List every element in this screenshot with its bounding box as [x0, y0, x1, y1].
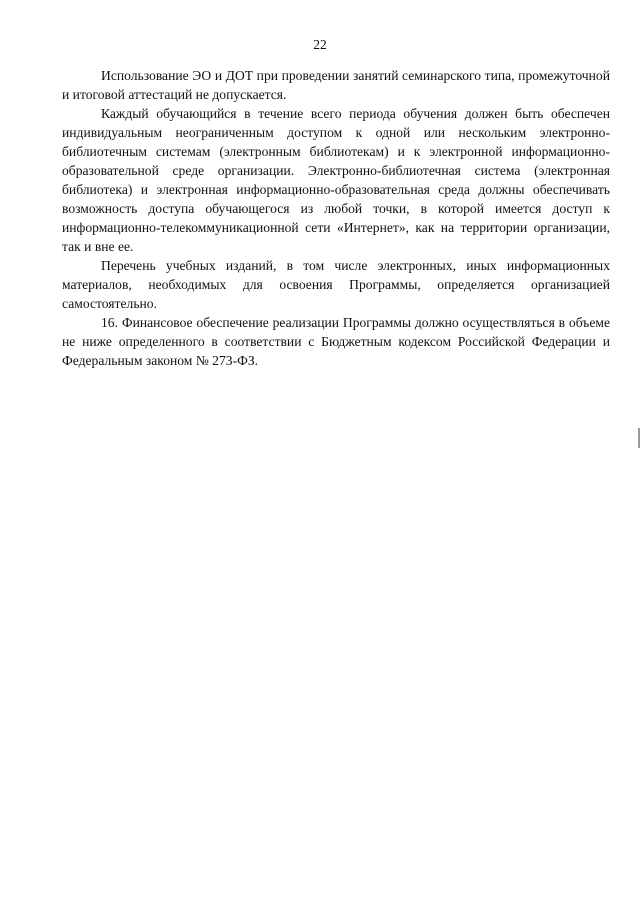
paragraph-financial-support: 16. Финансовое обеспечение реализации Программы должно осуществляться в объеме не ниже определенного в соответствии с Бюджетным кодексом Российской Федерации и Федеральным законом № 273-ФЗ.: [62, 315, 610, 368]
page-number: 22: [313, 37, 327, 52]
body-text: [62, 66, 610, 370]
paragraph-educational-materials: Перечень учебных изданий, в том числе электронных, иных информационных материалов, необходимых для освоения Программы, определяется организацией самостоятельно.: [62, 258, 610, 311]
paragraph-eo-dot: Использование ЭО и ДОТ при проведении занятий семинарского типа, промежуточной и итоговой аттестаций не допускается.: [62, 68, 610, 102]
paragraph-library-access: Каждый обучающийся в течение всего периода обучения должен быть обеспечен индивидуальным неограниченным доступом к одной или нескольким электронно-библиотечным системам (электронным библиотекам) и к электронной информационно-образовательной среде организации. Электронно-библиотечная система (электронная библиотека) и электронная информационно-образовательная среда должны обеспечивать возможность доступа обучающегося из любой точки, в которой имеется доступ к информационно-телекоммуникационной сети «Интернет», как на территории организации, так и вне ее.: [62, 106, 610, 254]
